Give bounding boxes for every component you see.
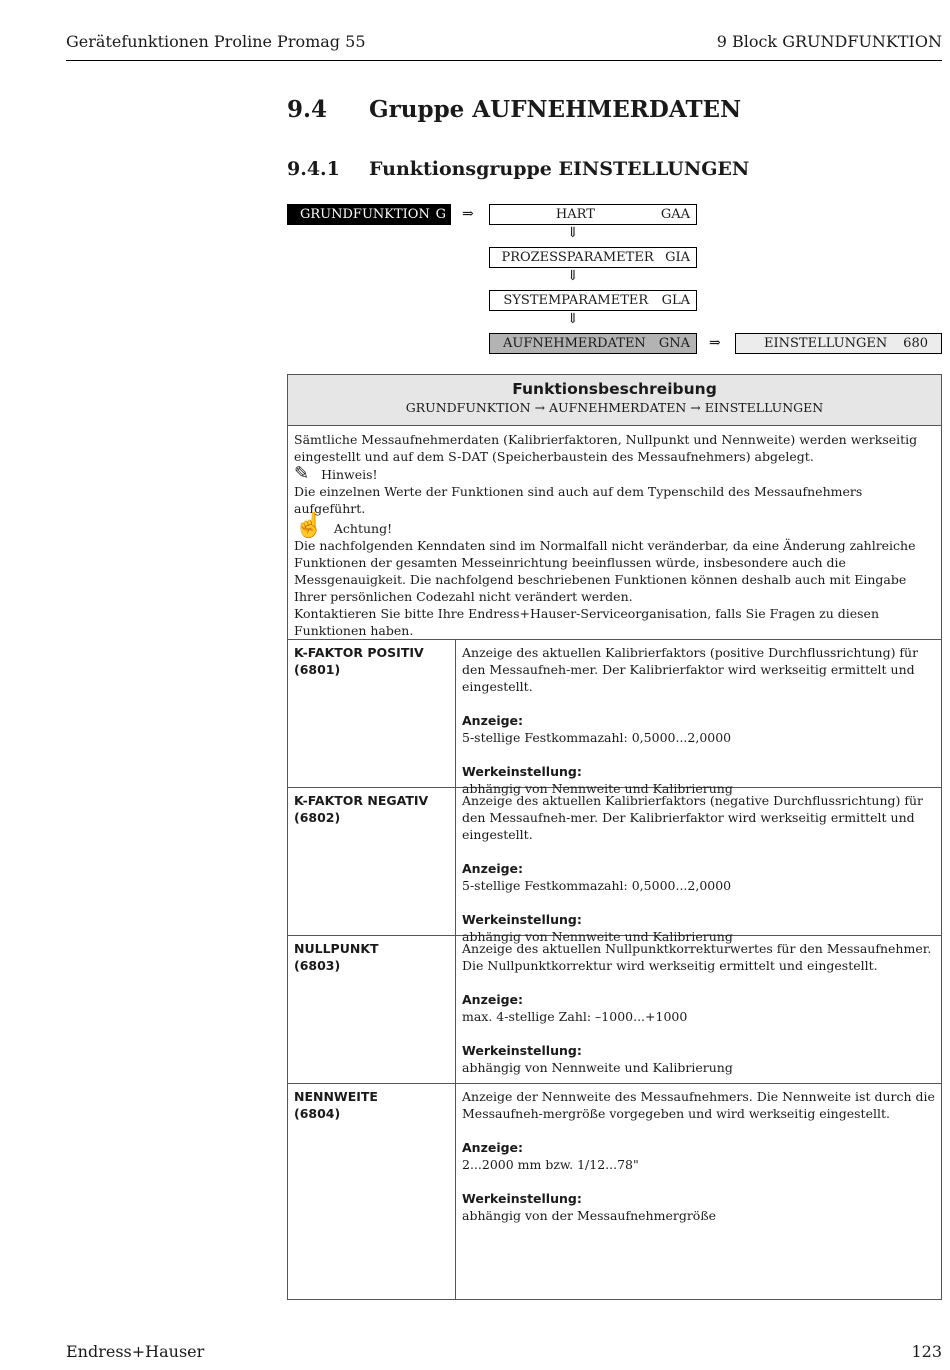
factory-value: abhängig von Nennweite und Kalibrierung — [462, 1060, 733, 1075]
display-label: Anzeige: — [462, 713, 524, 728]
function-text: Anzeige der Nennweite des Messaufnehmers. Die Nennweite ist durch die Messaufneh-mergröße vorgegeben und wird werkseitig eingestellt. — [462, 1089, 935, 1121]
factory-label: Werkeinstellung: — [462, 1191, 582, 1206]
function-name-cell — [288, 1084, 456, 1299]
nav-group-label: SYSTEMPARAMETER — [503, 293, 649, 308]
note-text: Die einzelnen Werte der Funktionen sind auch auf dem Typenschild des Messaufnehmers aufgeführt. — [294, 484, 863, 516]
note-heading — [294, 465, 935, 483]
nav-block-label: GRUNDFUNKTION — [300, 207, 430, 222]
function-text-2: Die Nullpunktkorrektur wird werkseitig ermittelt und eingestellt. — [462, 958, 878, 973]
warning-title: Achtung! — [333, 521, 393, 536]
display-label: Anzeige: — [462, 861, 524, 876]
running-header-left: Gerätefunktionen Proline Promag 55 — [66, 32, 366, 51]
display-label: Anzeige: — [462, 992, 524, 1007]
down-arrow-icon: ⇓ — [567, 225, 579, 241]
pointing-hand-icon: ☝ — [294, 511, 324, 539]
function-text-cell — [456, 640, 941, 796]
nav-group-label: AUFNEHMERDATEN — [503, 336, 646, 351]
factory-label: Werkeinstellung: — [462, 912, 582, 927]
subsection-number: 9.4.1 — [287, 158, 340, 180]
nav-target-einstellungen — [735, 333, 942, 354]
function-name: NENNWEITE — [294, 1089, 378, 1104]
factory-value: abhängig von der Messaufnehmergröße — [462, 1208, 717, 1223]
function-name-cell — [288, 936, 456, 1083]
nav-target-code: 680 — [903, 336, 928, 351]
section-heading — [287, 96, 741, 123]
function-name: NULLPUNKT — [294, 941, 379, 956]
nav-group-label: PROZESSPARAMETER — [501, 250, 654, 265]
description-path: GRUNDFUNKTION → AUFNEHMERDATEN → EINSTELLUNGEN — [405, 400, 824, 415]
function-text-cell — [456, 788, 941, 944]
function-text: Anzeige des aktuellen Kalibrierfaktors (negative Durchflussrichtung) für den Messaufneh-mer. Der Kalibrierfaktor wird werkseitig ermittelt und eingestellt. — [462, 793, 924, 842]
nav-block-code: G — [435, 207, 446, 222]
description-title: Funktionsbeschreibung — [512, 380, 717, 398]
nav-group-systemparameter — [489, 290, 697, 311]
nav-group-code: GNA — [658, 336, 690, 351]
table-row — [288, 1084, 941, 1299]
factory-label: Werkeinstellung: — [462, 1043, 582, 1058]
factory-value: abhängig von Nennweite und Kalibrierung — [462, 781, 733, 796]
function-text: Anzeige des aktuellen Kalibrierfaktors (positive Durchflussrichtung) für den Messaufneh-mer. Der Kalibrierfaktor wird werkseitig ermittelt und eingestellt. — [462, 645, 919, 694]
display-value: 5-stellige Festkommazahl: 0,5000...2,0000 — [462, 878, 732, 893]
right-arrow-icon: ⇒ — [709, 335, 721, 351]
function-code: (6803) — [294, 958, 341, 973]
warning-text-contact: Kontaktieren Sie bitte Ihre Endress+Hauser-Serviceorganisation, falls Sie Fragen zu diesen Funktionen haben. — [294, 606, 879, 638]
pencil-icon: ✎ — [294, 463, 310, 484]
down-arrow-icon: ⇓ — [567, 268, 579, 284]
function-code: (6804) — [294, 1106, 341, 1121]
nav-group-code: GAA — [660, 207, 690, 222]
display-label: Anzeige: — [462, 1140, 524, 1155]
nav-group-aufnehmerdaten — [489, 333, 697, 354]
note-title: Hinweis! — [321, 467, 378, 482]
nav-group-code: GIA — [665, 250, 690, 265]
display-value: max. 4-stellige Zahl: –1000...+1000 — [462, 1009, 688, 1024]
subsection-heading — [287, 158, 749, 180]
function-name: K-FAKTOR POSITIV — [294, 645, 424, 660]
nav-block-grundfunktion — [287, 204, 451, 225]
intro-text: Sämtliche Messaufnehmerdaten (Kalibrierfaktoren, Nullpunkt und Nennweite) werden werkseitig eingestellt und auf dem S-DAT (Speicherbaustein des Messaufnehmers) abgelegt. — [294, 432, 918, 464]
header-rule — [66, 60, 942, 61]
nav-group-label: HART — [555, 207, 595, 222]
function-description-table — [287, 374, 942, 1300]
table-row — [288, 640, 941, 796]
nav-group-hart — [489, 204, 697, 225]
function-name-cell — [288, 788, 456, 935]
subsection-title: Funktionsgruppe EINSTELLUNGEN — [369, 158, 750, 180]
running-header-right: 9 Block GRUNDFUNKTION — [716, 32, 942, 51]
warning-heading — [294, 511, 935, 539]
warning-text: Die nachfolgenden Kenndaten sind im Normalfall nicht veränderbar, da eine Änderung zahlreiche Funktionen der gesamten Messeinrichtung beeinflussen würde, insbesondere auch die Messgenauigkeit. Die nachfolgend beschriebenen Funktionen können deshalb auch mit Eingabe Ihrer persönlichen Codezahl nicht verändert werden. — [294, 538, 916, 604]
function-code: (6801) — [294, 662, 341, 677]
nav-group-code: GLA — [661, 293, 690, 308]
right-arrow-icon: ⇒ — [462, 206, 474, 222]
table-row — [288, 788, 941, 944]
function-name-cell — [288, 640, 456, 787]
section-number: 9.4 — [287, 96, 328, 123]
down-arrow-icon: ⇓ — [567, 311, 579, 327]
section-title: Gruppe AUFNEHMERDATEN — [369, 96, 742, 123]
description-header — [288, 375, 941, 426]
factory-value: abhängig von Nennweite und Kalibrierung — [462, 929, 733, 944]
factory-label: Werkeinstellung: — [462, 764, 582, 779]
nav-group-prozessparameter — [489, 247, 697, 268]
description-intro — [288, 426, 941, 640]
function-text: Anzeige des aktuellen Nullpunktkorrekturwertes für den Messaufnehmer. — [462, 941, 932, 956]
function-text-cell — [456, 936, 941, 1083]
page-number: 123 — [911, 1342, 942, 1361]
display-value: 2...2000 mm bzw. 1/12...78" — [462, 1157, 639, 1172]
function-name: K-FAKTOR NEGATIV — [294, 793, 429, 808]
function-code: (6802) — [294, 810, 341, 825]
nav-target-label: EINSTELLUNGEN — [764, 336, 888, 351]
function-text-cell — [456, 1084, 941, 1299]
display-value: 5-stellige Festkommazahl: 0,5000...2,0000 — [462, 730, 732, 745]
footer-brand: Endress+Hauser — [66, 1342, 205, 1361]
table-row — [288, 936, 941, 1084]
